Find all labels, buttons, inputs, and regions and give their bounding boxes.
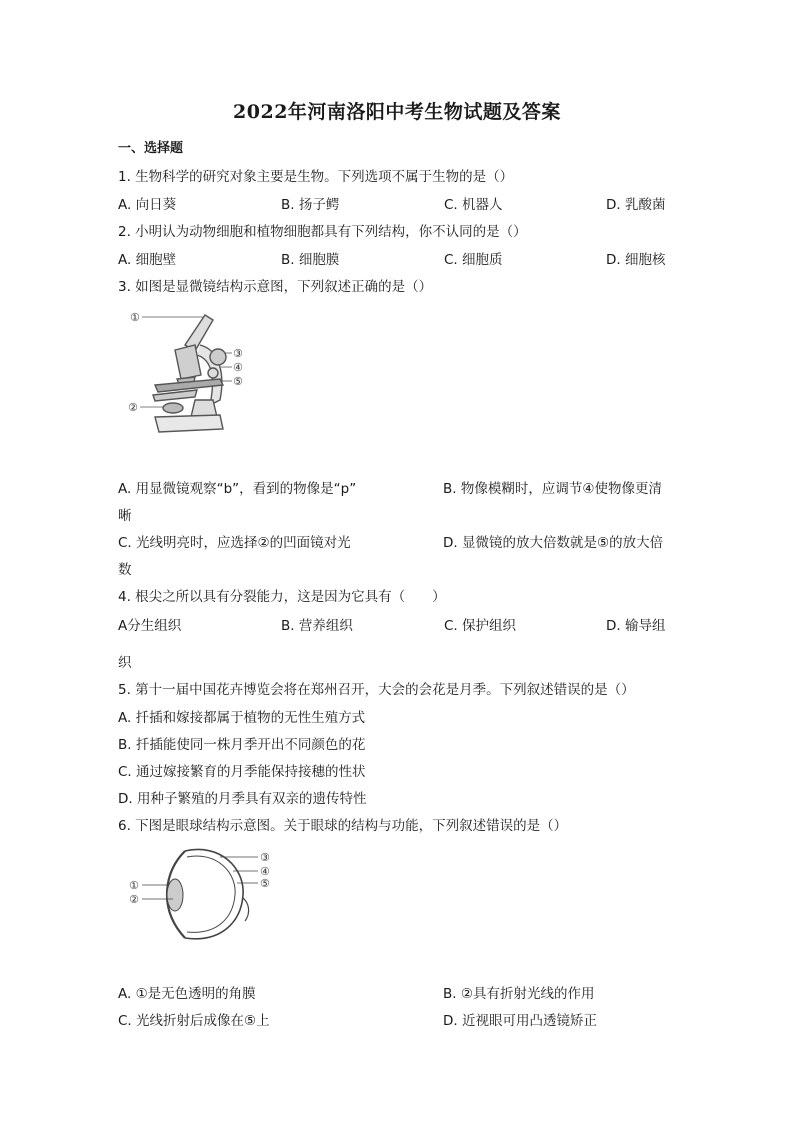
microscope-diagram [125, 305, 255, 440]
eyeball-label-1: ① [129, 879, 139, 892]
question-5-option-b: B. 扦插能使同一株月季开出不同颜色的花 [118, 737, 366, 753]
question-3-option-d-wrap: 数 [118, 562, 132, 578]
question-4-option-c: C. 保护组织 [444, 618, 517, 634]
eyeball-label-4: ④ [260, 865, 270, 878]
question-2-option-d: D. 细胞核 [606, 252, 666, 268]
question-4-option-a: A分生组织 [118, 618, 182, 634]
question-2-option-c: C. 细胞质 [444, 252, 503, 268]
question-5-stem: 5. 第十一届中国花卉博览会将在郑州召开，大会的会花是月季。下列叙述错误的是（） [118, 682, 635, 698]
page-title: 2022年河南洛阳中考生物试题及答案 [233, 101, 561, 123]
eyeball-illustration [125, 843, 280, 945]
question-5-option-d: D. 用种子繁殖的月季具有双亲的遗传特性 [118, 791, 367, 807]
question-1-option-c: C. 机器人 [444, 197, 503, 213]
question-6-option-a: A. ①是无色透明的角膜 [118, 986, 256, 1002]
question-2-option-a: A. 细胞壁 [118, 252, 177, 268]
microscope-label-2: ② [128, 401, 138, 414]
question-4-stem: 4. 根尖之所以具有分裂能力，这是因为它具有（ ） [118, 589, 446, 605]
question-3-option-a: A. 用显微镜观察“b”，看到的物像是“p” [118, 481, 357, 497]
question-3-option-b: B. 物像模糊时，应调节④使物像更清 [443, 481, 662, 497]
question-1-option-b: B. 扬子鳄 [281, 197, 340, 213]
question-4-option-b: B. 营养组织 [281, 618, 353, 634]
question-4-option-d-wrap: 织 [118, 655, 132, 671]
question-4-option-d: D. 输导组 [606, 618, 666, 634]
question-5-option-c: C. 通过嫁接繁育的月季能保持接穗的性状 [118, 764, 366, 780]
microscope-illustration [125, 305, 255, 440]
section-heading: 一、选择题 [118, 141, 184, 156]
question-6-option-d: D. 近视眼可用凸透镜矫正 [443, 1013, 597, 1029]
question-6-stem: 6. 下图是眼球结构示意图。关于眼球的结构与功能，下列叙述错误的是（） [118, 818, 568, 834]
question-1-stem: 1. 生物科学的研究对象主要是生物。下列选项不属于生物的是（） [118, 169, 514, 185]
question-3-option-b-wrap: 晰 [118, 508, 132, 524]
eyeball-label-5: ⑤ [260, 877, 270, 890]
eyeball-label-2: ② [129, 893, 139, 906]
microscope-label-4: ④ [233, 361, 243, 374]
question-3-option-c: C. 光线明亮时，应选择②的凹面镜对光 [118, 535, 351, 551]
question-3-option-d: D. 显微镜的放大倍数就是⑤的放大倍 [443, 535, 664, 551]
microscope-label-1: ① [130, 311, 140, 324]
question-3-stem: 3. 如图是显微镜结构示意图，下列叙述正确的是（） [118, 279, 433, 295]
question-2-stem: 2. 小明认为动物细胞和植物细胞都具有下列结构，你不认同的是（） [118, 224, 527, 240]
eyeball-label-3: ③ [260, 851, 270, 864]
question-6-option-b: B. ②具有折射光线的作用 [443, 986, 595, 1002]
eyeball-diagram [125, 843, 280, 945]
question-2-option-b: B. 细胞膜 [281, 252, 340, 268]
microscope-label-5: ⑤ [233, 375, 243, 388]
question-6-option-c: C. 光线折射后成像在⑤上 [118, 1013, 270, 1029]
question-1-option-d: D. 乳酸菌 [606, 197, 666, 213]
question-5-option-a: A. 扦插和嫁接都属于植物的无性生殖方式 [118, 710, 366, 726]
question-1-option-a: A. 向日葵 [118, 197, 177, 213]
microscope-label-3: ③ [233, 347, 243, 360]
